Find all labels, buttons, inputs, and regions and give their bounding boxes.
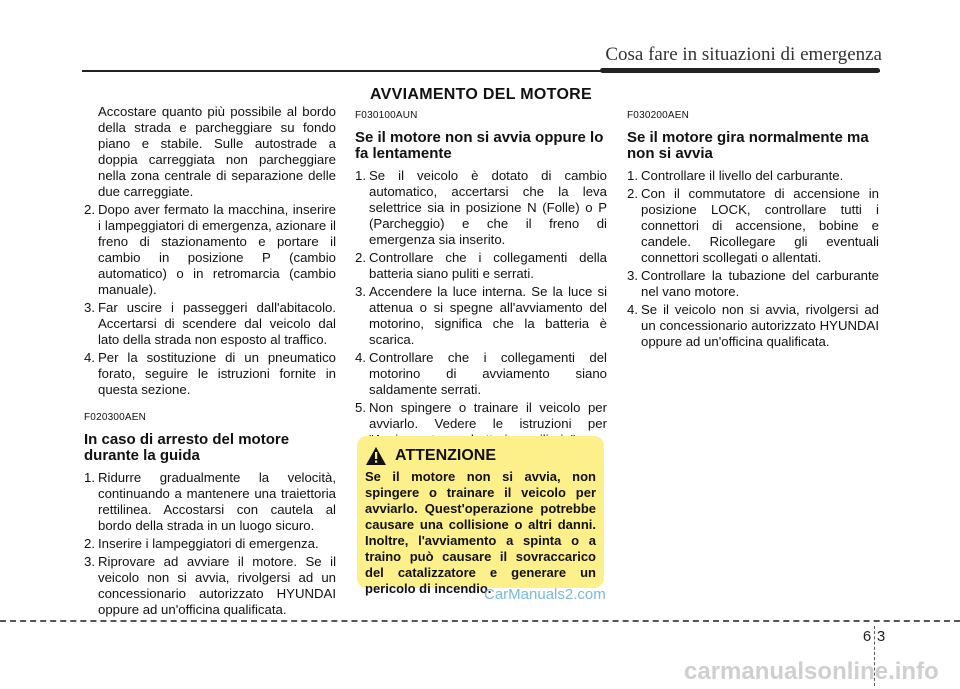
list-number: 1. — [84, 470, 95, 485]
list-item — [627, 168, 879, 184]
list-item — [627, 302, 879, 350]
caution-title: ATTENZIONE — [395, 447, 497, 464]
list-item — [84, 536, 336, 552]
list-text: Accendere la luce interna. Se la luce si attenua o si spegne all'avviamento del motorino, significa che la batteria è scarica. — [369, 284, 607, 347]
list-text: Riprovare ad avviare il motore. Se il veicolo non si avvia, rivolgersi ad un concessionario autorizzato HYUNDAI oppure ad un'officina qualificata. — [98, 554, 336, 617]
list-item — [84, 554, 336, 618]
list-text: Inserire i lampeggiatori di emergenza. — [98, 536, 319, 551]
list-number: 4. — [84, 350, 95, 365]
chapter-number: 6 — [862, 628, 872, 645]
list-number: 4. — [355, 350, 366, 365]
page-index: 3 — [876, 628, 886, 645]
list-number: 2. — [84, 202, 95, 217]
list-item — [627, 268, 879, 300]
section-heading: Se il motore non si avvia oppure lo fa lentamente — [355, 129, 604, 162]
column-left — [84, 104, 336, 620]
list-number: 3. — [84, 300, 95, 315]
list-text: Per la sostituzione di un pneumatico forato, seguire le istruzioni fornite in questa sezione. — [98, 350, 336, 397]
list-text: Non spingere o trainare il veicolo per avviarlo. Vedere le istruzioni per — [369, 400, 607, 431]
list-number: 1. — [355, 168, 366, 183]
column-right — [627, 104, 879, 352]
list-text: Se il veicolo non si avvia, rivolgersi ad un concessionario autorizzato HYUNDAI oppure ad un'officina qualificata. — [641, 302, 879, 349]
footer-rule — [0, 620, 960, 622]
intro-paragraph: Accostare quanto più possibile al bordo della strada e parcheggiare su fondo piano e stabile. Sulle autostrade a doppia carreggiata non parcheggiare nella zona centrale di separazione delle due carreggiate. — [98, 104, 336, 199]
list-number: 2. — [627, 186, 638, 201]
list-item — [84, 350, 336, 398]
list-number: 4. — [627, 302, 638, 317]
list-number: 3. — [627, 268, 638, 283]
section-code: F030100AUN — [355, 110, 418, 121]
section-code: F020300AEN — [84, 412, 147, 423]
list-number: 1. — [627, 168, 638, 183]
caution-text: Se il motore non si avvia, non spingere o trainare il veicolo per avviarlo. Quest'operazione potrebbe causare una collisione o altri danni. Inoltre, l'avviamento a spinta o a traino può causare il sovraccarico del catalizzatore e generare un pericolo di incendio. — [365, 469, 596, 596]
section-heading: In caso di arresto del motore durante la guida — [84, 431, 290, 464]
caution-header — [365, 446, 496, 466]
page-number — [860, 628, 888, 645]
list-item — [355, 284, 607, 348]
list-text: Controllare il livello del carburante. — [641, 168, 844, 183]
list-item — [84, 300, 336, 348]
list-number: 3. — [355, 284, 366, 299]
section-code: F030200AEN — [627, 110, 690, 121]
warning-triangle-icon — [365, 446, 387, 466]
list-item — [355, 250, 607, 282]
list-item — [84, 470, 336, 534]
list-text: Dopo aver fermato la macchina, inserire i lampeggiatori di emergenza, azionare il freno di stazionamento e portare il cambio in posizione P (cambio automatico) o in retromarcia (cambio manuale). — [98, 202, 336, 297]
list-text: Con il commutatore di accensione in posizione LOCK, controllare tutti i connettori di accensione, bobine e candele. Ricollegare gli eventuali connettori scollegati o allentati. — [641, 186, 879, 265]
header-rule-accent — [600, 68, 880, 73]
section-heading: Se il motore gira normalmente ma non si avvia — [627, 129, 869, 162]
list-number: 2. — [84, 536, 95, 551]
list-text: Controllare la tubazione del carburante nel vano motore. — [641, 268, 879, 299]
list-text: Se il veicolo è dotato di cambio automatico, accertarsi che la leva selettrice sia in posizione N (Folle) o P (Parcheggio) e che il freno di emergenza sia inserito. — [369, 168, 607, 247]
list-text: Ridurre gradualmente la velocità, continuando a mantenere una traiettoria rettilinea. Accostarsi con cautela al bordo della strada in un luogo sicuro. — [98, 470, 336, 533]
list-text: Controllare che i collegamenti della batteria siano puliti e serrati. — [369, 250, 607, 281]
chapter-title: Cosa fare in situazioni di emergenza — [605, 44, 882, 65]
watermark: CarManuals2.com — [484, 586, 606, 603]
list-item — [355, 168, 607, 248]
list-number: 2. — [355, 250, 366, 265]
list-item — [84, 202, 336, 298]
footer-brand: carmanualsonline.info — [684, 658, 939, 685]
list-number: 5. — [355, 400, 366, 415]
list-item — [355, 350, 607, 398]
list-text: Controllare che i collegamenti del motorino di avviamento siano saldamente serrati. — [369, 350, 607, 397]
list-item — [627, 186, 879, 266]
column-middle — [355, 104, 607, 450]
section-banner: AVVIAMENTO DEL MOTORE — [369, 86, 593, 103]
list-text: Far uscire i passeggeri dall'abitacolo. Accertarsi di scendere dal veicolo dal lato della strada non esposto al traffico. — [98, 300, 336, 347]
list-number: 3. — [84, 554, 95, 569]
